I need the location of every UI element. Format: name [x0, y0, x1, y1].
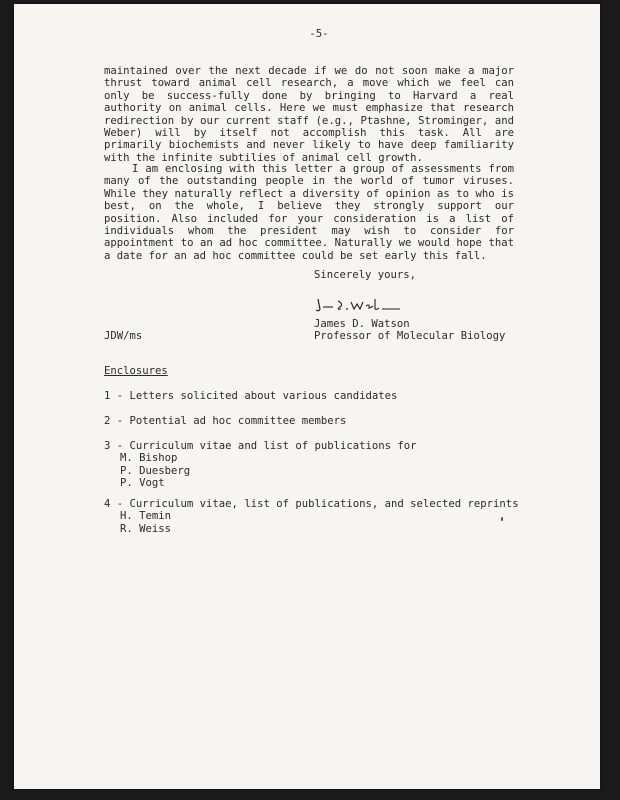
handwritten-signature	[314, 295, 404, 315]
signer-title: Professor of Molecular Biology	[314, 330, 506, 343]
enclosure-item-text: 4 - Curriculum vitae, list of publications, and selected reprints	[104, 498, 519, 510]
enclosure-subitem: M. Bishop	[120, 452, 178, 465]
enclosure-item	[104, 498, 519, 535]
typist-initials: JDW/ms	[104, 330, 143, 342]
enclosures-heading: Enclosures	[104, 365, 168, 377]
enclosure-item-text: 3 - Curriculum vitae and list of publications for	[104, 440, 417, 452]
signer-name: James D. Watson	[314, 318, 410, 330]
enclosure-item	[104, 415, 346, 427]
enclosure-subitem: R. Weiss	[120, 522, 172, 535]
closing: Sincerely yours,	[314, 269, 417, 281]
enclosure-subitem: P. Duesberg	[120, 464, 191, 477]
paper-mark	[501, 517, 503, 521]
paragraph-1: maintained over the next decade if we do not soon make a major thrust toward animal cell research, a move which we feel can only be success-fully done by bringing to Harvard a real authority on animal cells. Here we must emphasize that research redirection by our current staff (e.g., Ptashne, Strominger, and Weber) will by itself not accomplish this task. All are primarily biochemists and never likely to have deep familiarity with the infinite subtilies of animal cell growth.	[104, 65, 514, 164]
enclosure-subitem: H. Temin	[120, 510, 172, 523]
enclosure-item	[104, 390, 397, 402]
enclosure-item	[104, 440, 417, 490]
paragraph-2: I am enclosing with this letter a group of assessments from many of the outstanding people in the world of tumor viruses. While they naturally reflect a diversity of opinion as to who is best, on the whole, I believe they strongly support our position. Also included for your consideration is a list of individuals whom the president may wish to consider for appointment to an ad hoc committee. Naturally we would hope that a date for an ad hoc committee could be set early this fall.	[104, 163, 514, 262]
page-number: -5-	[309, 28, 329, 40]
document-page	[14, 4, 600, 789]
enclosure-item-text: 1 - Letters solicited about various candidates	[104, 390, 398, 402]
enclosure-subitem: P. Vogt	[120, 477, 165, 490]
signer-block	[314, 318, 505, 343]
enclosure-item-text: 2 - Potential ad hoc committee members	[104, 415, 347, 427]
